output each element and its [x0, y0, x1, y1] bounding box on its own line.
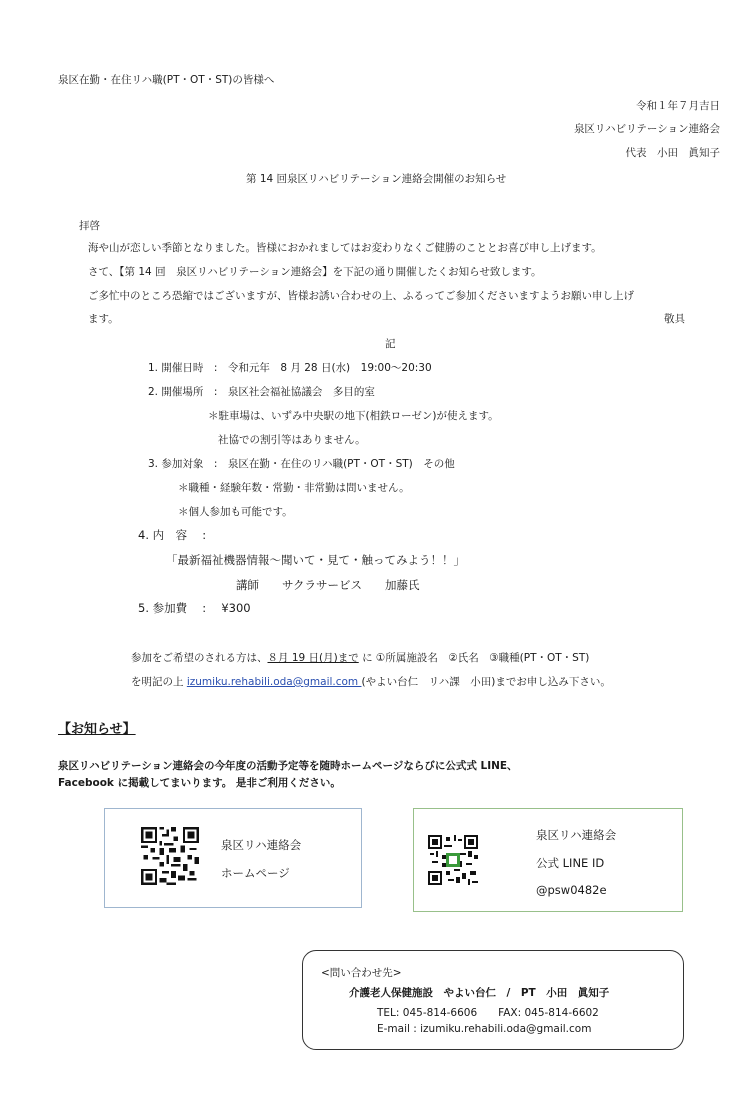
application-line2-suffix: (やよい台仁 リハ課 小田)までお申し込み下さい。	[361, 676, 611, 688]
contact-heading: <問い合わせ先>	[321, 967, 402, 979]
homepage-card-title: 泉区リハ連絡会	[221, 838, 302, 852]
representative: 代表 小田 眞知子	[625, 147, 720, 159]
line-card-title: 泉区リハ連絡会	[536, 828, 617, 842]
detail-item-venue: 2. 開催場所 : 泉区社会福祉協議会 多目的室	[148, 386, 375, 398]
notice-line: 泉区リハビリテーション連絡会の今年度の活動予定等を随時ホームページならびに公式式 LINE、	[58, 760, 518, 772]
greeting-line: ます。	[88, 313, 119, 325]
contact-box	[302, 950, 684, 1050]
homepage-card[interactable]	[104, 808, 362, 908]
ki-marker: 記	[385, 338, 396, 350]
organization-name: 泉区リハビリテーション連絡会	[573, 123, 720, 135]
detail-note-parking: ＊駐車場は、いずみ中央駅の地下(相鉄ローゼン)が使えます。	[208, 410, 499, 422]
contact-email: E-mail : izumiku.rehabili.oda@gmail.com	[377, 1023, 592, 1035]
qr-code-line-icon[interactable]	[428, 835, 478, 885]
greeting-closing: 敬具	[664, 313, 685, 325]
detail-topic: 「最新福祉機器情報～聞いて・見て・触ってみよう！！」	[166, 553, 465, 567]
document-title: 第 14 回泉区リハビリテーション連絡会開催のお知らせ	[246, 173, 507, 185]
application-deadline: ８月 19 日(月)まで	[267, 652, 359, 664]
detail-note-individual: ＊個人参加も可能です。	[178, 506, 293, 518]
greeting-line: 海や山が恋しい季節となりました。皆様におかれましてはお変わりなくご健勝のこととお喜び申し上げます。	[88, 242, 602, 254]
homepage-card-subtitle: ホームページ	[221, 866, 290, 880]
greeting-line: さて、【第 14 回 泉区リハビリテーション連絡会】を下記の通り開催したくお知らせ致します。	[88, 266, 542, 278]
qr-code-homepage-icon[interactable]	[141, 827, 199, 885]
notice-heading: 【お知らせ】	[58, 722, 136, 737]
line-card-subtitle: 公式 LINE ID	[536, 856, 605, 870]
greeting-opening: 拝啓	[79, 220, 100, 232]
application-line2-prefix: を明記の上	[131, 676, 187, 688]
application-line-2	[131, 674, 611, 689]
detail-lecturer: 講師 サクラサービス 加藤氏	[236, 578, 420, 592]
addressee: 泉区在勤・在住リハ職(PT・OT・ST)の皆様へ	[58, 74, 275, 86]
application-line-1	[131, 650, 589, 665]
detail-item-fee: 5. 参加費 : ¥300	[138, 601, 251, 615]
detail-item-date: 1. 開催日時 : 令和元年 8 月 28 日(水) 19:00～20:30	[148, 362, 432, 374]
contact-phone-fax: TEL: 045-814-6606 FAX: 045-814-6602	[377, 1007, 599, 1019]
contact-facility: 介護老人保健施設 やよい台仁 / PT 小田 眞知子	[349, 987, 610, 999]
line-card-id: @psw0482e	[536, 883, 607, 897]
notice-line: Facebook に掲載してまいります。 是非ご利用ください。	[58, 777, 341, 789]
detail-item-content: 4. 内 容 :	[138, 528, 207, 542]
detail-note-discount: 社協での割引等はありません。	[218, 434, 366, 446]
detail-note-occupation: ＊職種・経験年数・常勤・非常勤は問いません。	[178, 482, 410, 494]
greeting-line: ご多忙中のところ恐縮ではございますが、皆様お誘い合わせの上、ふるってご参加くださいますようお願い申し上げ	[88, 290, 634, 302]
application-requirements: に ①所属施設名 ②氏名 ③職種(PT・OT・ST)	[358, 652, 590, 664]
application-prefix: 参加をご希望のされる方は、	[131, 652, 268, 664]
line-card[interactable]	[413, 808, 683, 912]
contact-email-link[interactable]: izumiku.rehabili.oda@gmail.com	[186, 676, 362, 688]
issue-date: 令和１年７月吉日	[636, 100, 720, 112]
detail-item-target: 3. 参加対象 : 泉区在勤・在住のリハ職(PT・OT・ST) その他	[148, 458, 455, 470]
